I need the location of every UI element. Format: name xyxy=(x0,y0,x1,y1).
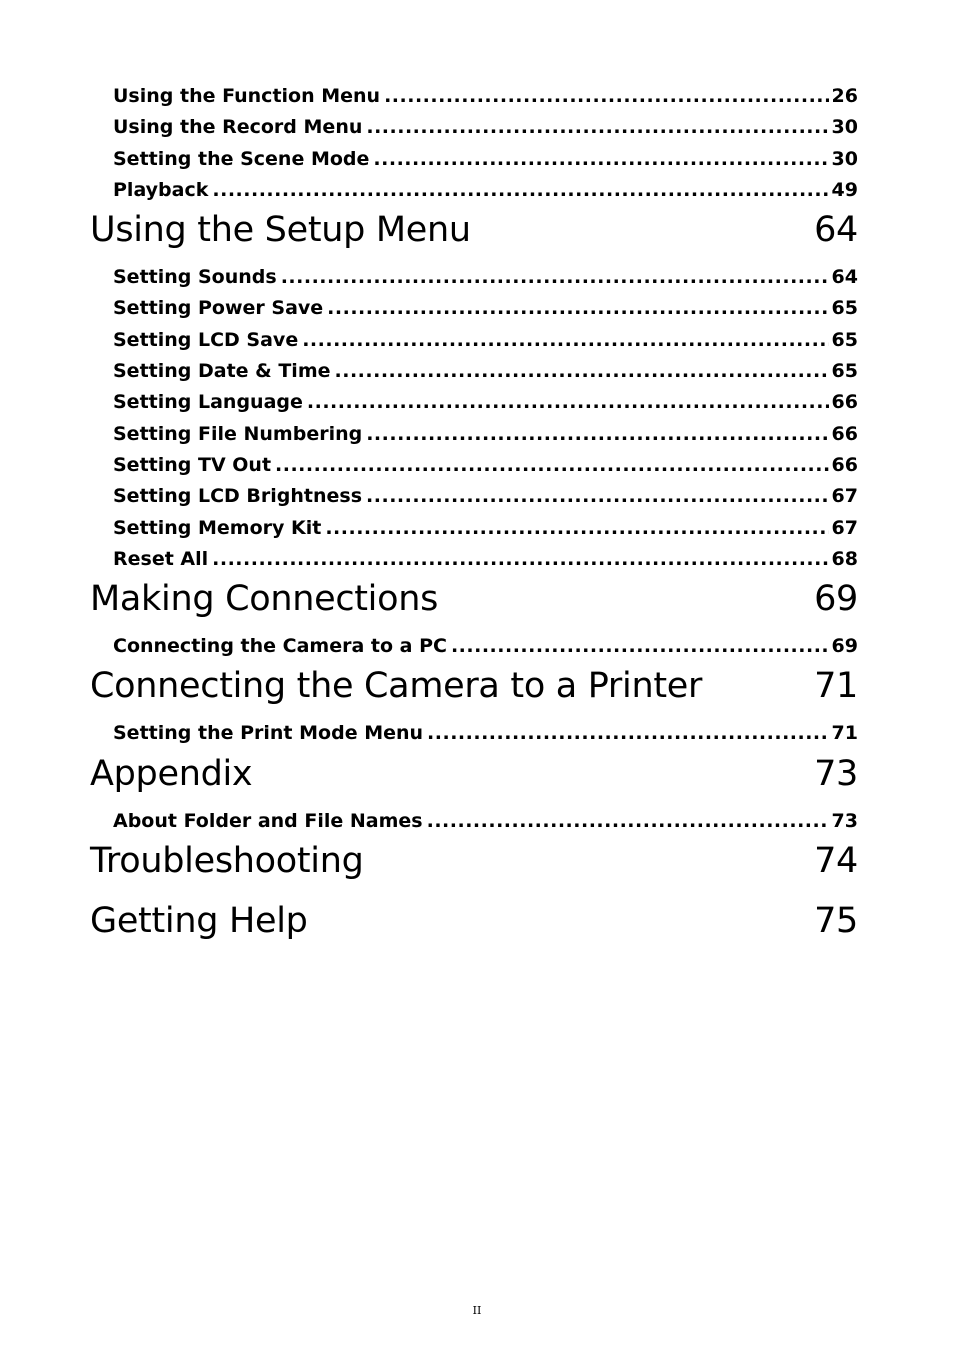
toc-entry-page: 30 xyxy=(831,116,858,139)
toc-entry[interactable] xyxy=(113,722,858,753)
dot-leader xyxy=(427,810,829,832)
toc-entry-title: About Folder and File Names xyxy=(113,809,423,832)
toc-section[interactable] xyxy=(90,210,858,266)
dot-leader xyxy=(302,329,828,351)
toc-entry-page: 68 xyxy=(831,547,858,570)
toc-entry-page: 69 xyxy=(831,635,858,658)
toc-entry-page: 64 xyxy=(831,266,858,289)
toc-entry-title: Setting LCD Save xyxy=(113,328,299,351)
toc-entry[interactable] xyxy=(113,485,858,516)
toc-entry-page: 65 xyxy=(831,360,858,383)
toc-section[interactable] xyxy=(90,901,858,957)
dot-leader xyxy=(275,454,829,476)
toc-entry[interactable] xyxy=(113,548,858,579)
dot-leader xyxy=(366,485,829,507)
toc-entry[interactable] xyxy=(113,423,858,454)
toc-entry-page: 71 xyxy=(831,722,858,745)
toc-entry-page: 66 xyxy=(831,453,858,476)
toc-section-title: Connecting the Camera to a Printer xyxy=(90,666,703,707)
toc-section-title: Appendix xyxy=(90,753,253,794)
toc-entry-title: Setting LCD Brightness xyxy=(113,485,363,508)
toc-entry-title: Setting TV Out xyxy=(113,453,272,476)
toc-entry-title: Using the Record Menu xyxy=(113,116,363,139)
toc-entry-page: 66 xyxy=(831,422,858,445)
toc-entry-title: Setting the Scene Mode xyxy=(113,147,370,170)
dot-leader xyxy=(327,297,828,319)
dot-leader xyxy=(307,391,829,413)
toc-section-page: 69 xyxy=(814,579,858,620)
toc-entry[interactable] xyxy=(113,360,858,391)
dot-leader xyxy=(451,635,829,657)
toc-entry-title: Connecting the Camera to a PC xyxy=(113,635,447,658)
toc-entry-title: Setting Power Save xyxy=(113,297,324,320)
toc-entry-page: 65 xyxy=(831,297,858,320)
toc-entry-title: Setting Sounds xyxy=(113,266,277,289)
toc-entry[interactable] xyxy=(113,85,858,116)
toc-entry[interactable] xyxy=(113,517,858,548)
toc-entry[interactable] xyxy=(113,116,858,147)
toc-entry[interactable] xyxy=(113,454,858,485)
toc-section-page: 71 xyxy=(814,666,858,707)
toc-section[interactable] xyxy=(90,754,858,810)
toc-entry-page: 67 xyxy=(831,516,858,539)
dot-leader xyxy=(325,517,828,539)
toc-entry[interactable] xyxy=(113,297,858,328)
toc-entry-page: 67 xyxy=(831,485,858,508)
dot-leader xyxy=(366,423,828,445)
table-of-contents xyxy=(90,85,858,957)
toc-section[interactable] xyxy=(90,579,858,635)
toc-section-title: Troubleshooting xyxy=(90,841,364,882)
page-number: II xyxy=(472,1304,482,1317)
toc-entry-title: Setting Memory Kit xyxy=(113,516,322,539)
toc-entry-title: Setting Language xyxy=(113,391,303,414)
dot-leader xyxy=(373,148,828,170)
toc-entry[interactable] xyxy=(113,635,858,666)
dot-leader xyxy=(212,179,828,201)
toc-entry-page: 26 xyxy=(831,85,858,107)
dot-leader xyxy=(366,116,828,138)
toc-entry-page: 65 xyxy=(831,328,858,351)
toc-entry-title: Setting Date & Time xyxy=(113,360,331,383)
toc-section-page: 73 xyxy=(814,753,858,794)
toc-entry[interactable] xyxy=(113,329,858,360)
dot-leader xyxy=(427,722,829,744)
toc-entry[interactable] xyxy=(113,179,858,210)
toc-entry-title: Using the Function Menu xyxy=(113,85,381,107)
dot-leader xyxy=(281,266,829,288)
toc-section[interactable] xyxy=(90,841,858,897)
toc-entry-page: 49 xyxy=(831,178,858,201)
toc-entry-page: 30 xyxy=(831,147,858,170)
dot-leader xyxy=(212,548,828,570)
toc-section-page: 75 xyxy=(814,901,858,942)
toc-entry[interactable] xyxy=(113,266,858,297)
toc-section-title: Using the Setup Menu xyxy=(90,210,471,251)
dot-leader xyxy=(384,85,828,107)
toc-entry-title: Playback xyxy=(113,178,209,201)
toc-entry[interactable] xyxy=(113,810,858,841)
toc-entry-title: Reset All xyxy=(113,547,209,570)
toc-section-title: Making Connections xyxy=(90,579,439,620)
toc-section-page: 64 xyxy=(814,210,858,251)
toc-section-title: Getting Help xyxy=(90,901,308,942)
toc-entry-page: 66 xyxy=(831,391,858,414)
toc-entry-title: Setting File Numbering xyxy=(113,422,363,445)
toc-entry-page: 73 xyxy=(831,809,858,832)
toc-entry-title: Setting the Print Mode Menu xyxy=(113,722,424,745)
toc-section-page: 74 xyxy=(814,841,858,882)
toc-entry[interactable] xyxy=(113,148,858,179)
dot-leader xyxy=(335,360,829,382)
toc-entry[interactable] xyxy=(113,391,858,422)
toc-section[interactable] xyxy=(90,666,858,722)
